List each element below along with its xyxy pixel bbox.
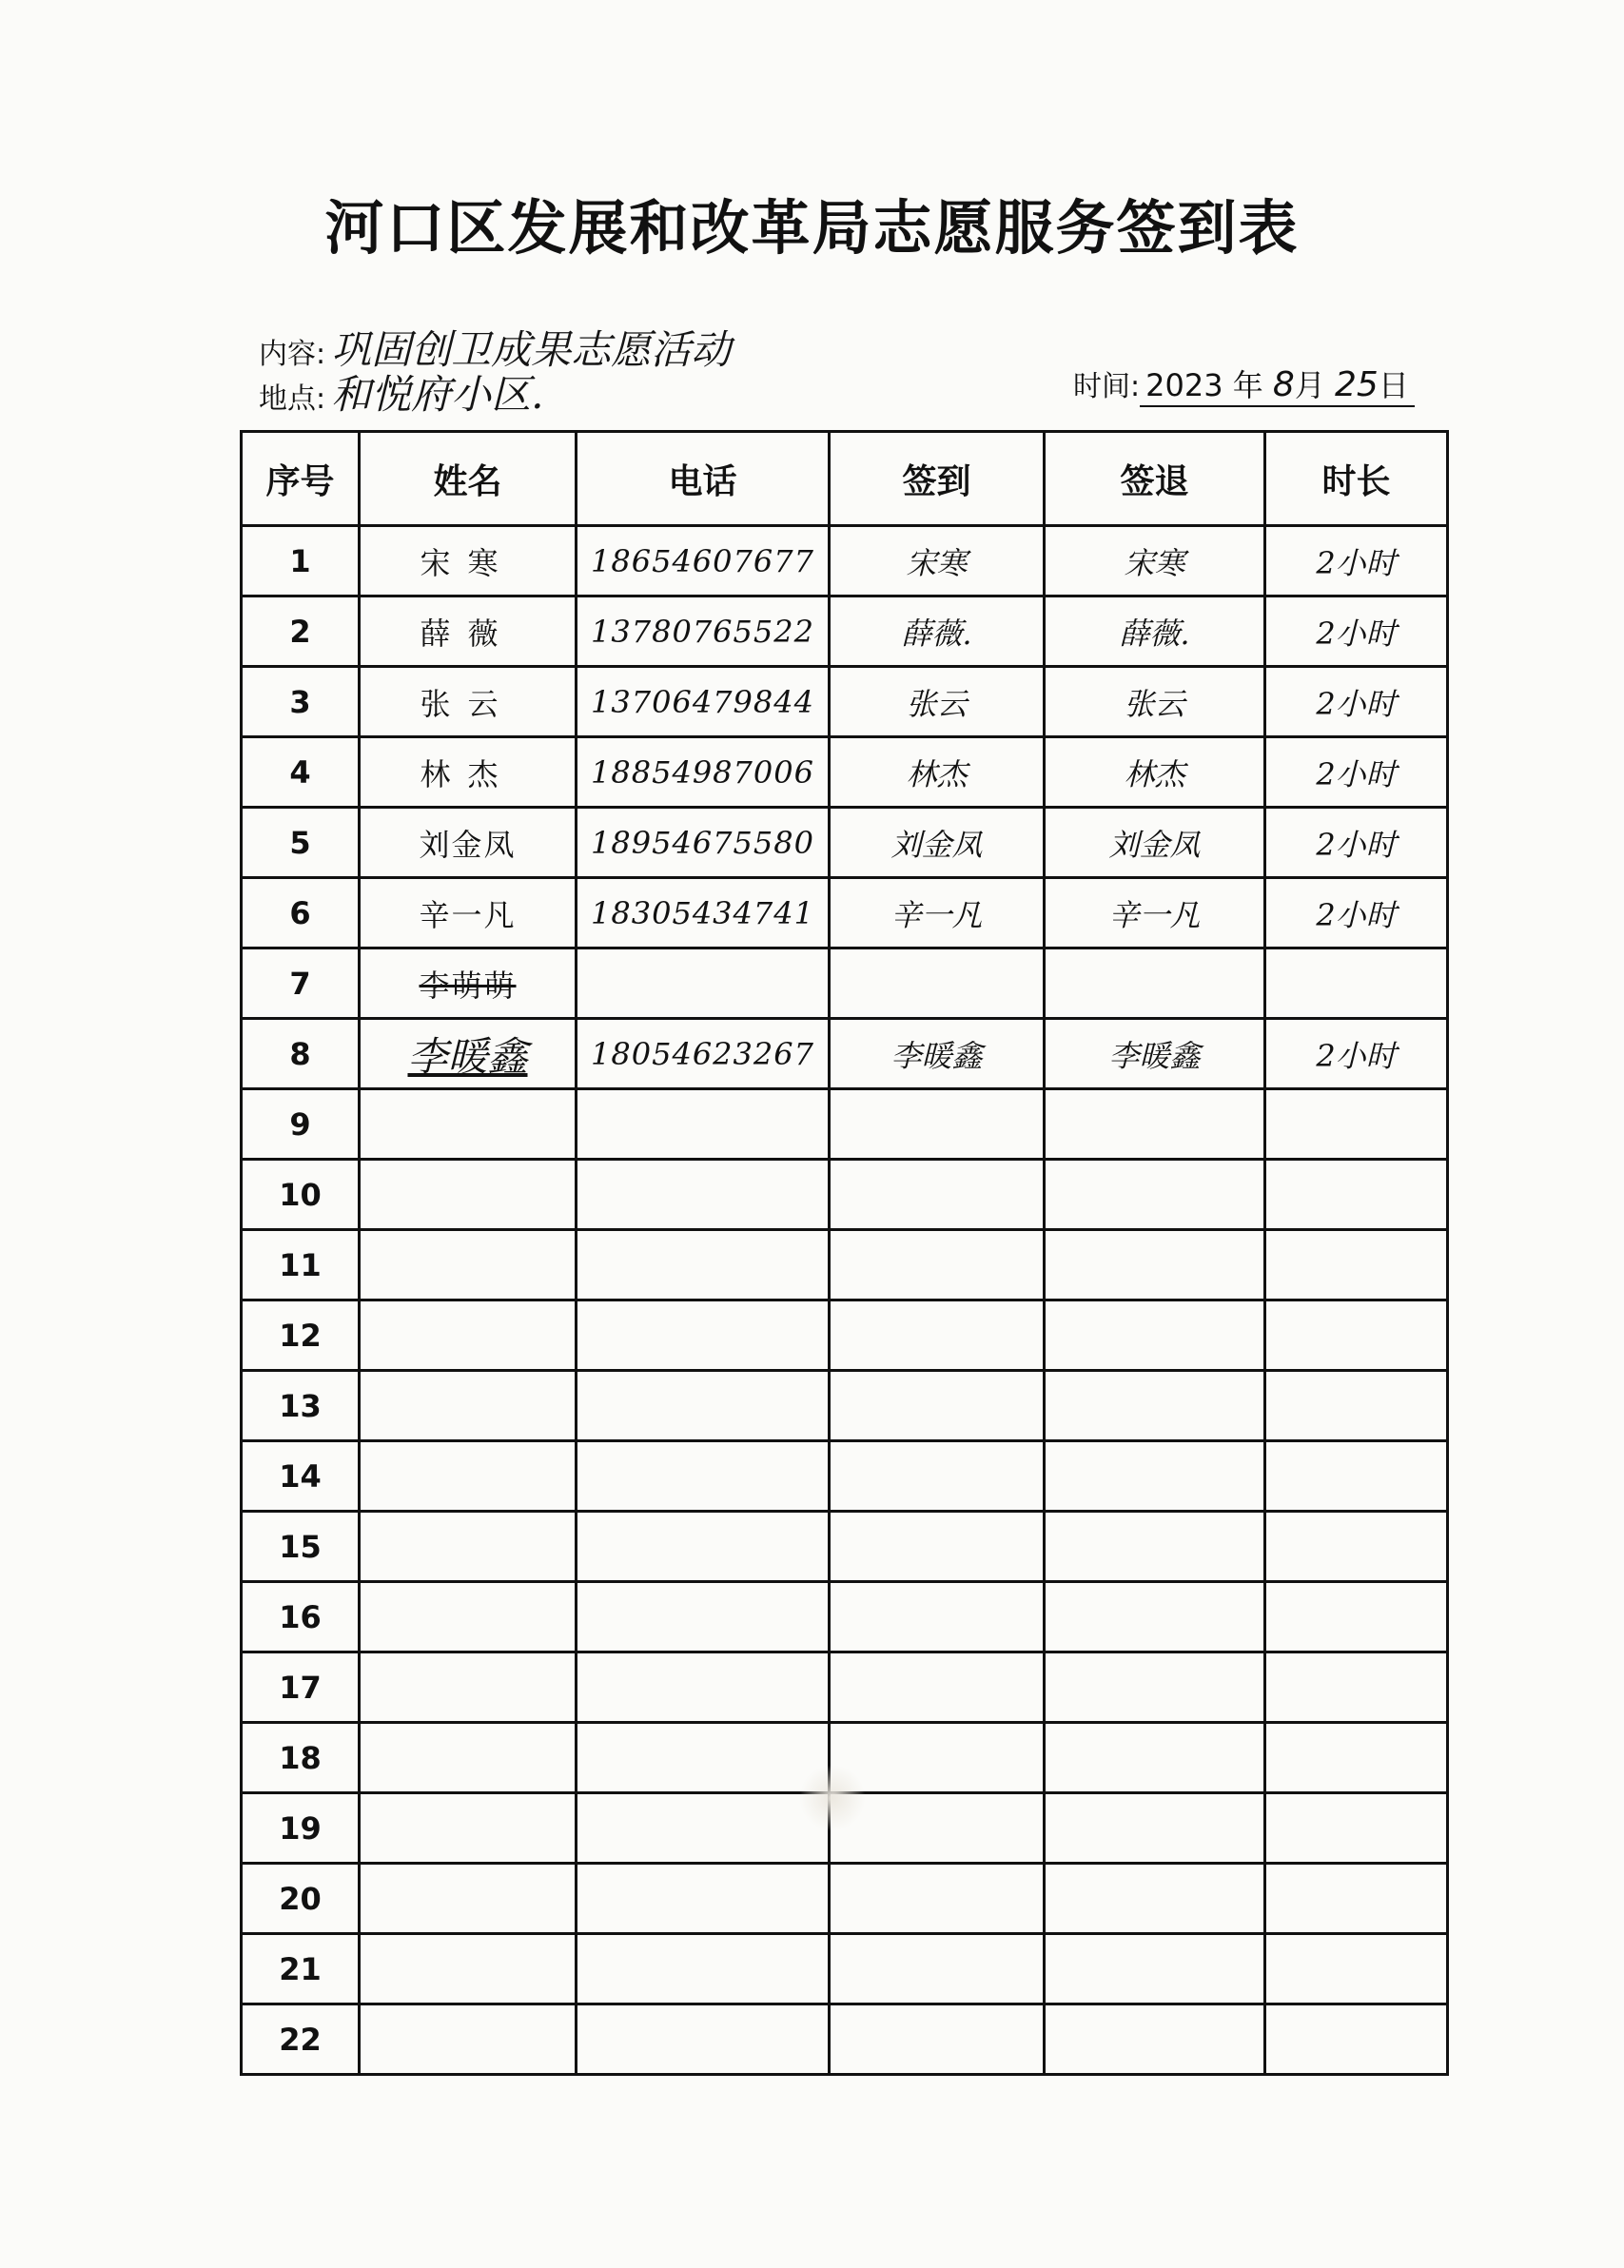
volunteer-name: 李暖鑫 bbox=[360, 1019, 577, 1089]
location-value: 和悦府小区. bbox=[331, 371, 544, 418]
content-label: 内容: bbox=[259, 338, 326, 371]
sign-out-signature: 宋寒 bbox=[1045, 526, 1265, 596]
service-duration bbox=[1265, 1582, 1448, 1652]
table-row bbox=[242, 526, 1448, 596]
row-number: 13 bbox=[242, 1371, 360, 1441]
row-number: 3 bbox=[242, 667, 360, 737]
volunteer-name bbox=[360, 1864, 577, 1934]
phone-number bbox=[577, 1793, 830, 1864]
date-year: 2023 bbox=[1145, 367, 1223, 403]
sign-out-signature bbox=[1045, 1723, 1265, 1793]
table-row bbox=[242, 1019, 1448, 1089]
service-duration bbox=[1265, 1934, 1448, 2004]
service-duration bbox=[1265, 1793, 1448, 1864]
sign-in-signature: 辛一凡 bbox=[830, 878, 1045, 948]
table-row bbox=[242, 596, 1448, 667]
volunteer-name: 张云 bbox=[360, 667, 577, 737]
table-row bbox=[242, 1934, 1448, 2004]
phone-number: 13780765522 bbox=[577, 596, 830, 667]
phone-number: 18654607677 bbox=[577, 526, 830, 596]
row-number: 11 bbox=[242, 1230, 360, 1300]
content-value: 巩固创卫成果志愿活动 bbox=[331, 326, 732, 373]
phone-number bbox=[577, 1652, 830, 1723]
row-number: 16 bbox=[242, 1582, 360, 1652]
table-row bbox=[242, 1652, 1448, 1723]
row-number: 20 bbox=[242, 1864, 360, 1934]
date-value bbox=[1140, 362, 1415, 407]
sign-out-signature: 薛薇. bbox=[1045, 596, 1265, 667]
service-duration: 2小时 bbox=[1265, 667, 1448, 737]
table-row bbox=[242, 1441, 1448, 1512]
sign-out-signature: 张云 bbox=[1045, 667, 1265, 737]
row-number: 17 bbox=[242, 1652, 360, 1723]
sign-out-signature bbox=[1045, 1793, 1265, 1864]
sign-out-signature bbox=[1045, 1652, 1265, 1723]
sign-in-signature bbox=[830, 1089, 1045, 1160]
table-row bbox=[242, 1089, 1448, 1160]
phone-number bbox=[577, 1864, 830, 1934]
phone-number bbox=[577, 1723, 830, 1793]
sign-out-signature: 辛一凡 bbox=[1045, 878, 1265, 948]
sign-in-signature bbox=[830, 1582, 1045, 1652]
row-number: 15 bbox=[242, 1512, 360, 1582]
row-number: 8 bbox=[242, 1019, 360, 1089]
table-row bbox=[242, 1864, 1448, 1934]
service-duration: 2小时 bbox=[1265, 1019, 1448, 1089]
table-row bbox=[242, 1512, 1448, 1582]
row-number: 7 bbox=[242, 948, 360, 1019]
table-row bbox=[242, 808, 1448, 878]
phone-number bbox=[577, 1371, 830, 1441]
sign-out-signature bbox=[1045, 1230, 1265, 1300]
row-number: 14 bbox=[242, 1441, 360, 1512]
time-line bbox=[1073, 362, 1415, 407]
header-sign-in: 签到 bbox=[830, 432, 1045, 526]
sign-in-signature bbox=[830, 1652, 1045, 1723]
service-duration bbox=[1265, 1300, 1448, 1371]
table-row bbox=[242, 948, 1448, 1019]
date-day: 25 bbox=[1335, 365, 1379, 404]
table-header-row bbox=[242, 432, 1448, 526]
table-row bbox=[242, 1300, 1448, 1371]
table-row bbox=[242, 737, 1448, 808]
service-duration bbox=[1265, 1230, 1448, 1300]
phone-number bbox=[577, 2004, 830, 2075]
header-duration: 时长 bbox=[1265, 432, 1448, 526]
volunteer-name bbox=[360, 1793, 577, 1864]
table-row bbox=[242, 2004, 1448, 2075]
phone-number: 18054623267 bbox=[577, 1019, 830, 1089]
phone-number bbox=[577, 1934, 830, 2004]
volunteer-name: 辛一凡 bbox=[360, 878, 577, 948]
volunteer-name bbox=[360, 1089, 577, 1160]
volunteer-name bbox=[360, 1371, 577, 1441]
volunteer-name bbox=[360, 1652, 577, 1723]
sign-in-signature bbox=[830, 1864, 1045, 1934]
time-label: 时间: bbox=[1073, 370, 1141, 403]
sign-out-signature bbox=[1045, 1441, 1265, 1512]
volunteer-name bbox=[360, 1723, 577, 1793]
service-duration bbox=[1265, 948, 1448, 1019]
row-number: 18 bbox=[242, 1723, 360, 1793]
service-duration bbox=[1265, 1160, 1448, 1230]
table-row bbox=[242, 1230, 1448, 1300]
volunteer-name bbox=[360, 1160, 577, 1230]
sign-in-signature bbox=[830, 948, 1045, 1019]
sign-in-signature: 宋寒 bbox=[830, 526, 1045, 596]
row-number: 6 bbox=[242, 878, 360, 948]
service-duration: 2小时 bbox=[1265, 596, 1448, 667]
location-label: 地点: bbox=[259, 382, 326, 416]
row-number: 19 bbox=[242, 1793, 360, 1864]
row-number: 2 bbox=[242, 596, 360, 667]
phone-number bbox=[577, 1582, 830, 1652]
sign-in-signature bbox=[830, 1160, 1045, 1230]
row-number: 4 bbox=[242, 737, 360, 808]
date-month: 8 bbox=[1272, 365, 1295, 404]
sign-out-signature bbox=[1045, 1371, 1265, 1441]
phone-number bbox=[577, 1300, 830, 1371]
volunteer-name bbox=[360, 1441, 577, 1512]
sign-out-signature bbox=[1045, 1300, 1265, 1371]
date-month-unit: 月 bbox=[1294, 367, 1325, 403]
paper-stain bbox=[799, 1765, 866, 1831]
service-duration bbox=[1265, 1089, 1448, 1160]
service-duration bbox=[1265, 1512, 1448, 1582]
volunteer-name: 宋寒 bbox=[360, 526, 577, 596]
sign-in-signature: 林杰 bbox=[830, 737, 1045, 808]
date-day-unit: 日 bbox=[1378, 367, 1409, 403]
volunteer-name bbox=[360, 2004, 577, 2075]
table-row bbox=[242, 1160, 1448, 1230]
sign-in-signature bbox=[830, 1512, 1045, 1582]
phone-number bbox=[577, 1160, 830, 1230]
sign-in-signature bbox=[830, 1441, 1045, 1512]
sign-out-signature bbox=[1045, 2004, 1265, 2075]
service-duration: 2小时 bbox=[1265, 878, 1448, 948]
phone-number: 18854987006 bbox=[577, 737, 830, 808]
volunteer-name: 刘金凤 bbox=[360, 808, 577, 878]
page-title: 河口区发展和改革局志愿服务签到表 bbox=[324, 193, 1300, 263]
phone-number: 18305434741 bbox=[577, 878, 830, 948]
service-duration bbox=[1265, 1864, 1448, 1934]
row-number: 5 bbox=[242, 808, 360, 878]
phone-number: 13706479844 bbox=[577, 667, 830, 737]
service-duration bbox=[1265, 1371, 1448, 1441]
sign-out-signature: 林杰 bbox=[1045, 737, 1265, 808]
sign-in-signature: 李暖鑫 bbox=[830, 1019, 1045, 1089]
volunteer-name bbox=[360, 1934, 577, 2004]
row-number: 9 bbox=[242, 1089, 360, 1160]
volunteer-name: 薛薇 bbox=[360, 596, 577, 667]
header-name: 姓名 bbox=[360, 432, 577, 526]
sign-out-signature bbox=[1045, 948, 1265, 1019]
sign-out-signature bbox=[1045, 1160, 1265, 1230]
service-duration bbox=[1265, 1652, 1448, 1723]
sign-out-signature: 李暖鑫 bbox=[1045, 1019, 1265, 1089]
service-duration: 2小时 bbox=[1265, 526, 1448, 596]
phone-number bbox=[577, 1089, 830, 1160]
service-duration bbox=[1265, 1441, 1448, 1512]
sign-out-signature bbox=[1045, 1582, 1265, 1652]
sign-in-signature bbox=[830, 2004, 1045, 2075]
header-sign-out: 签退 bbox=[1045, 432, 1265, 526]
sign-in-signature bbox=[830, 1300, 1045, 1371]
phone-number bbox=[577, 1230, 830, 1300]
row-number: 10 bbox=[242, 1160, 360, 1230]
date-year-unit: 年 bbox=[1232, 367, 1263, 403]
volunteer-name bbox=[360, 1582, 577, 1652]
header-number: 序号 bbox=[242, 432, 360, 526]
phone-number bbox=[577, 1441, 830, 1512]
row-number: 21 bbox=[242, 1934, 360, 2004]
sign-in-signature: 薛薇. bbox=[830, 596, 1045, 667]
sign-out-signature bbox=[1045, 1512, 1265, 1582]
phone-number bbox=[577, 948, 830, 1019]
phone-number: 18954675580 bbox=[577, 808, 830, 878]
volunteer-name bbox=[360, 1512, 577, 1582]
volunteer-name: 李萌萌 bbox=[360, 948, 577, 1019]
sign-in-signature: 刘金凤 bbox=[830, 808, 1045, 878]
service-duration bbox=[1265, 2004, 1448, 2075]
service-duration: 2小时 bbox=[1265, 808, 1448, 878]
row-number: 12 bbox=[242, 1300, 360, 1371]
row-number: 22 bbox=[242, 2004, 360, 2075]
sign-in-signature bbox=[830, 1230, 1045, 1300]
sign-in-signature bbox=[830, 1371, 1045, 1441]
table-row bbox=[242, 1371, 1448, 1441]
table-row bbox=[242, 1582, 1448, 1652]
table-row bbox=[242, 878, 1448, 948]
phone-number bbox=[577, 1512, 830, 1582]
service-duration: 2小时 bbox=[1265, 737, 1448, 808]
sign-out-signature bbox=[1045, 1089, 1265, 1160]
sign-out-signature bbox=[1045, 1934, 1265, 2004]
volunteer-name: 林杰 bbox=[360, 737, 577, 808]
location-line bbox=[259, 363, 543, 420]
sign-in-signature: 张云 bbox=[830, 667, 1045, 737]
sign-out-signature: 刘金凤 bbox=[1045, 808, 1265, 878]
row-number: 1 bbox=[242, 526, 360, 596]
service-duration bbox=[1265, 1723, 1448, 1793]
volunteer-name bbox=[360, 1300, 577, 1371]
table-row bbox=[242, 667, 1448, 737]
header-phone: 电话 bbox=[577, 432, 830, 526]
sign-out-signature bbox=[1045, 1864, 1265, 1934]
sign-in-signature bbox=[830, 1934, 1045, 2004]
volunteer-name bbox=[360, 1230, 577, 1300]
